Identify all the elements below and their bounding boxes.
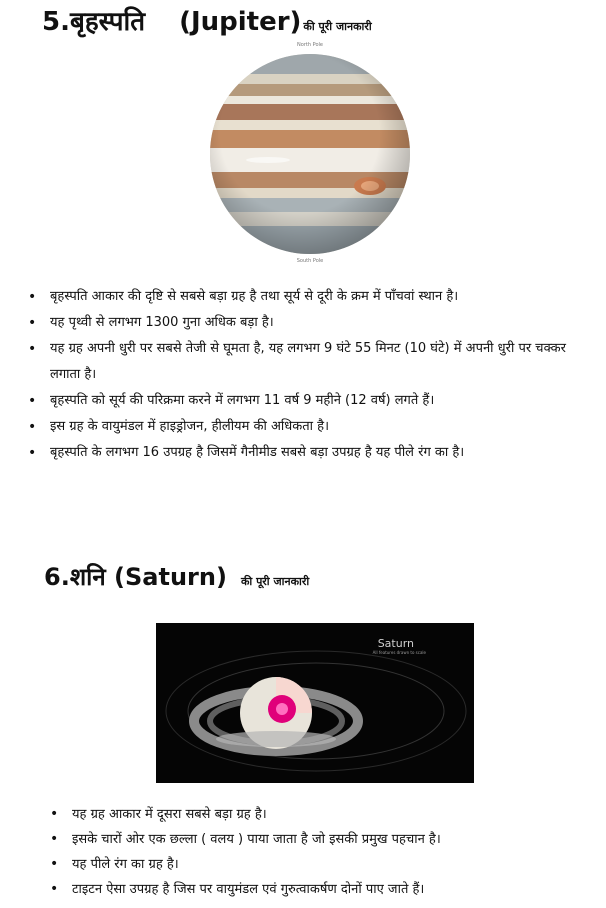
north-pole-caption: North Pole — [297, 42, 323, 48]
list-item: • यह पृथ्वी से लगभग 1300 गुना अधिक बड़ा है। — [24, 310, 592, 336]
south-pole-caption: South Pole — [296, 258, 324, 264]
list-item: • इस ग्रह के वायुमंडल में हाइड्रोजन, हीलीयम की अधिकता है। — [24, 414, 592, 440]
list-item: • बृहस्पति के लगभग 16 उपग्रह है जिसमें गैनीमीड सबसे बड़ा उपग्रह है यह पीले रंग का है। — [24, 440, 592, 466]
saturn-facts-list — [46, 802, 592, 902]
saturn-heading-sub: की पूरी जानकारी — [240, 575, 310, 588]
saturn-image-subtitle: All features drawn to scale — [372, 650, 426, 655]
saturn-image — [156, 623, 474, 783]
list-item: • बृहस्पति आकार की दृष्टि से सबसे बड़ा ग्रह है तथा सूर्य से दूरी के क्रम में पाँचवां स्थान है। — [24, 284, 592, 310]
jupiter-heading — [42, 2, 372, 38]
saturn-image-title: Saturn — [377, 637, 414, 650]
list-item: • टाइटन ऐसा उपग्रह है जिस पर वायुमंडल एवं गुरुत्वाकर्षण दोनों पाए जाते हैं। — [46, 877, 592, 902]
list-item: • यह पीले रंग का ग्रह है। — [46, 852, 592, 877]
list-item: • यह ग्रह आकार में दूसरा सबसे बड़ा ग्रह है। — [46, 802, 592, 827]
list-item: • यह ग्रह अपनी धुरी पर सबसे तेजी से घूमता है, यह लगभग 9 घंटे 55 मिनट (10 घंटे) में अपनी धुरी पर चक्कर लगाता है। — [24, 336, 592, 388]
jupiter-image — [208, 42, 412, 264]
jupiter-heading-hindi: 5.बृहस्पति — [42, 7, 146, 37]
jupiter-facts-list — [24, 284, 592, 466]
jupiter-heading-sub: की पूरी जानकारी — [303, 20, 372, 33]
list-item: • इसके चारों ओर एक छल्ला ( वलय ) पाया जाता है जो इसकी प्रमुख पहचान है। — [46, 827, 592, 852]
list-item: • बृहस्पति को सूर्य की परिक्रमा करने में लगभग 11 वर्ष 9 महीने (12 वर्ष) लगते हैं। — [24, 388, 592, 414]
jupiter-planet — [208, 52, 412, 256]
saturn-heading-main: 6.शनि (Saturn) — [44, 563, 227, 591]
jupiter-heading-english: (Jupiter) — [179, 7, 302, 37]
saturn-diagram — [156, 623, 474, 783]
saturn-heading — [44, 560, 309, 593]
